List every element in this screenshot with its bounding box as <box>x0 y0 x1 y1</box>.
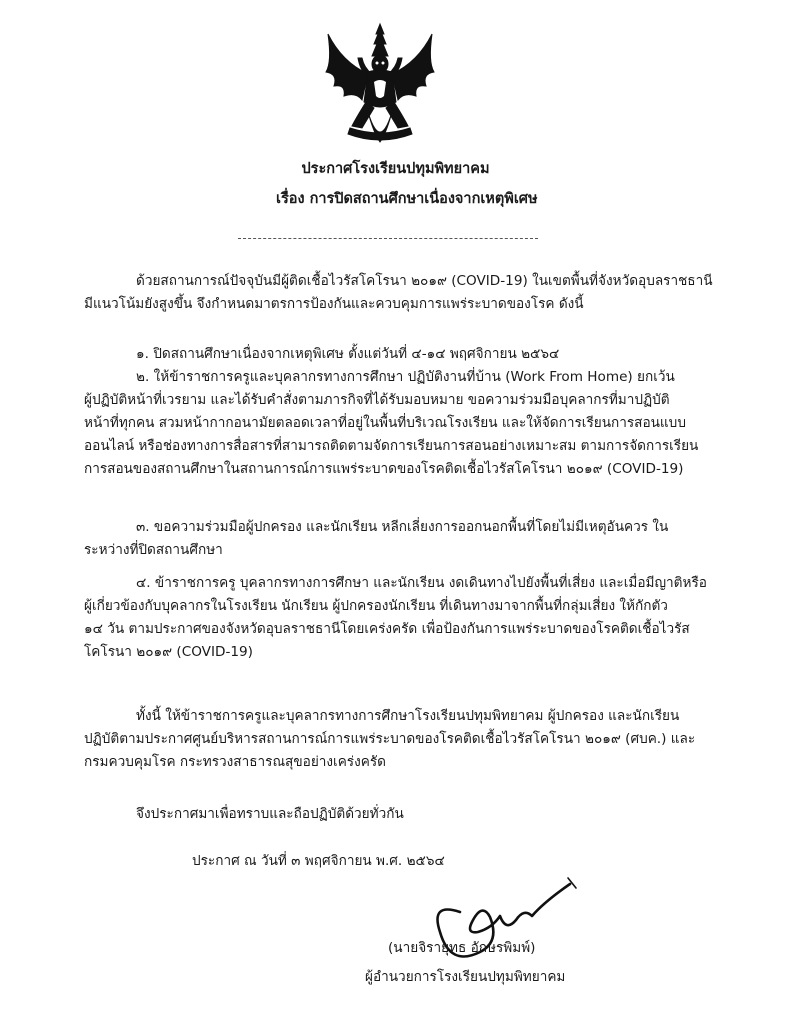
announcement-subject: เรื่อง การปิดสถานศึกษาเนื่องจากเหตุพิเศษ <box>276 191 538 207</box>
text-line: ผู้ปฏิบัติหน้าที่เวรยาม และได้รับคำสั่งตามภารกิจที่ได้รับมอบหมาย ขอความร่วมมือบุคลากรที่มาปฏิบัติ <box>84 392 670 408</box>
text-line: จึงประกาศมาเพื่อทราบและถือปฏิบัติด้วยทั่วกัน <box>136 806 404 822</box>
text-line: ด้วยสถานการณ์ปัจจุบันมีผู้ติดเชื้อไวรัสโคโรนา ๒๐๑๙ (COVID-19) ในเขตพื้นที่จังหวัดอุบลราชธานี <box>136 273 713 289</box>
divider-line <box>238 238 538 239</box>
item-3-paragraph <box>84 516 744 562</box>
text-line: การสอนของสถานศึกษาในสถานการณ์การแพร่ระบาดของโรคติดเชื้อไวรัสโคโรนา ๒๐๑๙ (COVID-19) <box>84 461 684 477</box>
text-line: ๓. ขอความร่วมมือผู้ปกครอง และนักเรียน หลีกเลี่ยงการออกนอกพื้นที่โดยไม่มีเหตุอันควร ใน <box>136 519 669 535</box>
item-4-paragraph <box>84 572 744 664</box>
text-line: ๑. ปิดสถานศึกษาเนื่องจากเหตุพิเศษ ตั้งแต่วันที่ ๔-๑๔ พฤศจิกายน ๒๕๖๔ <box>136 346 560 362</box>
text-line: มีแนวโน้มยังสูงขึ้น จึงกำหนดมาตรการป้องกันและควบคุมการแพร่ระบาดของโรค ดังนี้ <box>84 296 584 312</box>
text-line: ผู้เกี่ยวข้องกับบุคลากรในโรงเรียน นักเรียน ผู้ปกครองนักเรียน ที่เดินทางมาจากพื้นที่กลุ่มเสี่ยง ให้กักตัว <box>84 598 668 614</box>
text-line: หน้าที่ทุกคน สวมหน้ากากอนามัยตลอดเวลาที่อยู่ในพื้นที่บริเวณโรงเรียน และให้จัดการเรียนการสอนแบบ <box>84 415 686 431</box>
announcement-date: ประกาศ ณ วันที่ ๓ พฤศจิกายน พ.ศ. ๒๕๖๔ <box>192 853 445 869</box>
text-line: ๒. ให้ข้าราชการครูและบุคลากรทางการศึกษา ปฏิบัติงานที่บ้าน (Work From Home) ยกเว้น <box>136 369 675 385</box>
notice-paragraph <box>84 705 744 774</box>
text-line: โคโรนา ๒๐๑๙ (COVID-19) <box>84 644 253 660</box>
intro-paragraph <box>84 270 744 316</box>
signer-name: (นายจิรายุทธ อักษรพิมพ์) <box>388 940 536 956</box>
item-2-paragraph <box>84 366 744 481</box>
proclaim-paragraph <box>84 803 744 826</box>
text-line: ออนไลน์ หรือช่องทางการสื่อสารที่สามารถติดตามจัดการเรียนการสอนอย่างเหมาะสม ตามการจัดการเรียน <box>84 438 699 454</box>
signer-position: ผู้อำนวยการโรงเรียนปทุมพิทยาคม <box>365 969 566 985</box>
announcement-title: ประกาศโรงเรียนปทุมพิทยาคม <box>301 161 490 177</box>
text-line: ปฏิบัติตามประกาศศูนย์บริหารสถานการณ์การแพร่ระบาดของโรคติดเชื้อไวรัสโคโรนา ๒๐๑๙ (ศบค.) และ <box>84 731 696 747</box>
text-line: ทั้งนี้ ให้ข้าราชการครูและบุคลากรทางการศึกษาโรงเรียนปทุมพิทยาคม ผู้ปกครอง และนักเรียน <box>136 708 680 724</box>
text-line: ๔. ข้าราชการครู บุคลากรทางการศึกษา และนักเรียน งดเดินทางไปยังพื้นที่เสี่ยง และเมื่อมีญาติหรือ <box>136 575 707 591</box>
text-line: ระหว่างที่ปิดสถานศึกษา <box>84 542 223 558</box>
garuda-emblem-icon <box>322 22 438 152</box>
item-1-paragraph <box>84 343 744 366</box>
text-line: กรมควบคุมโรค กระทรวงสาธารณสุขอย่างเคร่งครัด <box>84 754 386 770</box>
text-line: ๑๔ วัน ตามประกาศของจังหวัดอุบลราชธานีโดยเคร่งครัด เพื่อป้องกันการแพร่ระบาดของโรคติดเชื้อไวรัส <box>84 621 690 637</box>
